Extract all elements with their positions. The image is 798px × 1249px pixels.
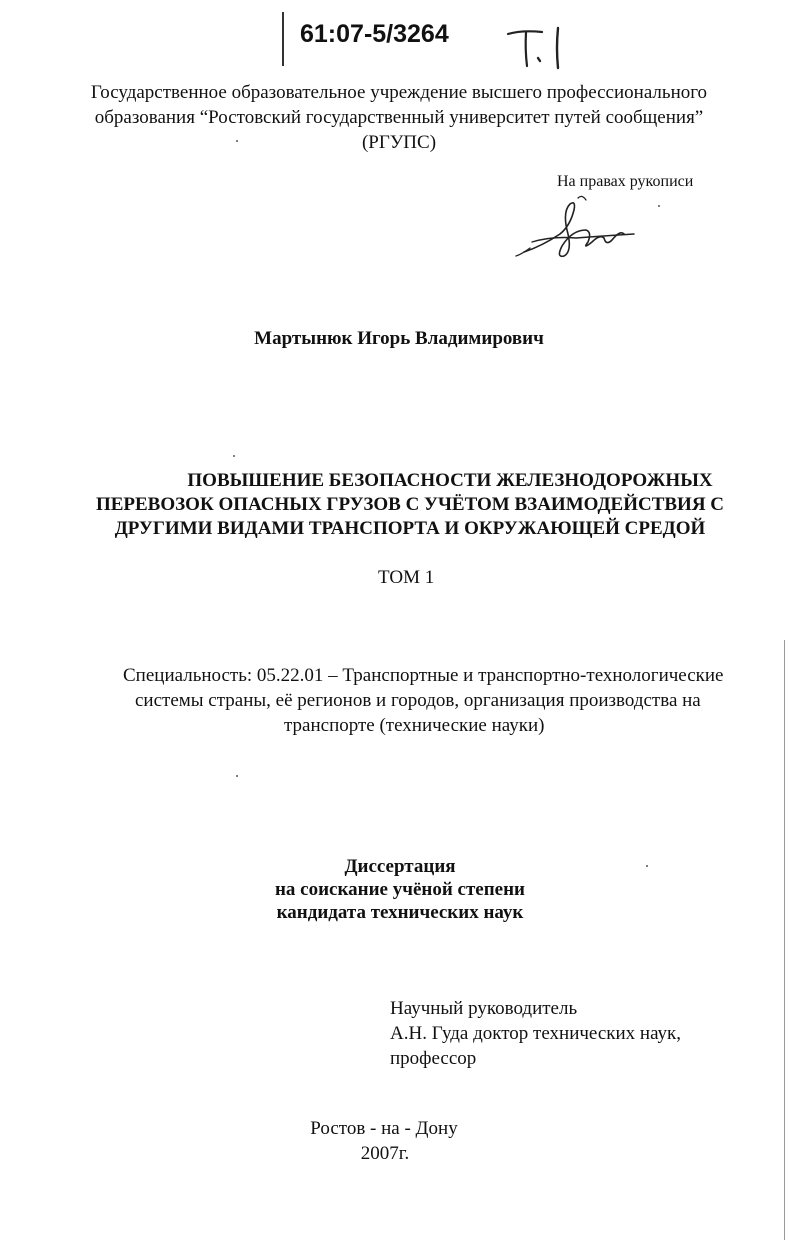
specialty-block bbox=[100, 663, 760, 738]
supervisor-block bbox=[390, 996, 681, 1071]
degree-line-1: Диссертация bbox=[344, 856, 456, 877]
dissertation-title bbox=[60, 469, 760, 541]
scan-speck bbox=[236, 140, 238, 142]
degree-line-2: на соискание учёной степени bbox=[274, 879, 525, 900]
institution-header bbox=[40, 80, 758, 155]
scan-speck bbox=[646, 865, 648, 867]
specialty-line-3: транспорте (технические науки) bbox=[284, 715, 545, 736]
scan-speck bbox=[658, 205, 660, 207]
scan-edge-line bbox=[784, 640, 785, 1240]
author-signature bbox=[512, 190, 642, 265]
supervisor-line-2: А.Н. Гуда доктор технических наук, bbox=[390, 1023, 682, 1044]
specialty-line-2: системы страны, её регионов и городов, организация производства на bbox=[135, 690, 701, 711]
title-line-3: ДРУГИМИ ВИДАМИ ТРАНСПОРТА И ОКРУЖАЮЩЕЙ СРЕДОЙ bbox=[114, 518, 706, 539]
registry-code: 61:07-5/3264 bbox=[300, 20, 449, 48]
header-line-1: Государственное образовательное учреждение высшего профессионального bbox=[90, 82, 708, 103]
place-block bbox=[280, 1116, 480, 1166]
degree-block bbox=[250, 855, 550, 924]
specialty-line-1: Специальность: 05.22.01 – Транспортные и транспортно-технологические bbox=[123, 665, 724, 686]
supervisor-line-3: профессор bbox=[390, 1048, 477, 1069]
volume-label: ТОМ 1 bbox=[378, 567, 435, 588]
header-line-2: образования “Ростовский государственный университет путей сообщения” bbox=[94, 107, 704, 128]
supervisor-line-1: Научный руководитель bbox=[390, 998, 578, 1019]
title-line-1: ПОВЫШЕНИЕ БЕЗОПАСНОСТИ ЖЕЛЕЗНОДОРОЖНЫХ bbox=[187, 470, 713, 491]
scan-speck bbox=[236, 775, 238, 777]
header-line-3: (РГУПС) bbox=[361, 132, 437, 153]
degree-line-3: кандидата технических наук bbox=[276, 902, 524, 923]
manuscript-note: На правах рукописи bbox=[557, 173, 694, 190]
scan-speck bbox=[233, 455, 235, 457]
handwritten-volume-mark bbox=[500, 22, 590, 72]
author-name: Мартынюк Игорь Владимирович bbox=[254, 328, 544, 349]
city: Ростов - на - Дону bbox=[310, 1118, 458, 1139]
year: 2007г. bbox=[360, 1143, 410, 1164]
title-line-2: ПЕРЕВОЗОК ОПАСНЫХ ГРУЗОВ С УЧЁТОМ ВЗАИМОДЕЙСТВИЯ С bbox=[95, 494, 725, 515]
